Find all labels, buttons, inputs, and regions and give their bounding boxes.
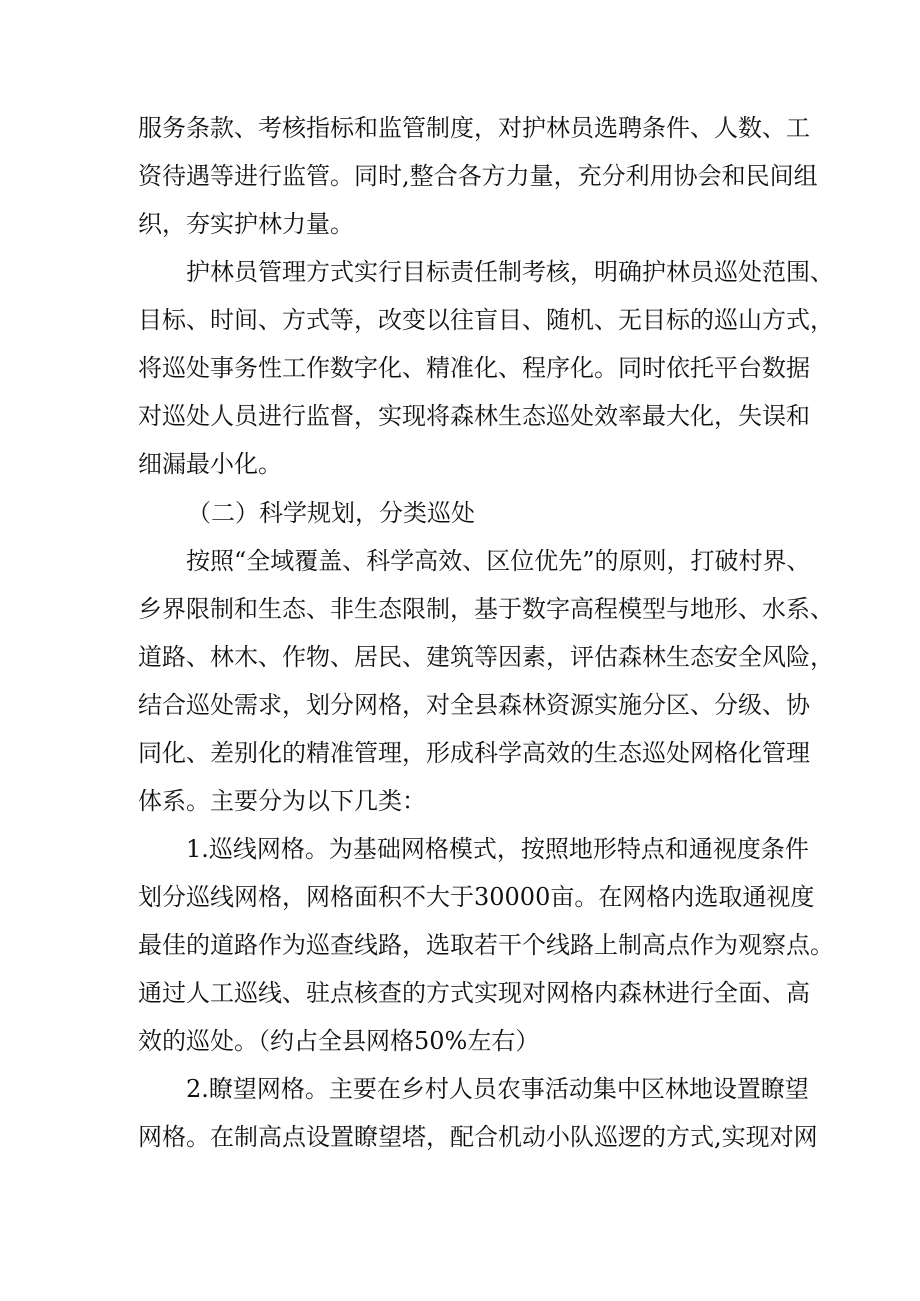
text-line: 道路、林木、作物、居民、建筑等因素，评估森林生态安全风险，: [138, 643, 834, 671]
list-item-first-line: 1.巡线网格。为基础网格模式，按照地形特点和通视度条件: [186, 835, 809, 863]
text-line: 对巡处人员进行监督，实现将森林生态巡处效率最大化，失误和: [138, 402, 810, 430]
text-line: 划分巡线网格，网格面积不大于30000亩。在网格内选取通视度: [138, 883, 815, 911]
text-line: 目标、时间、方式等，改变以往盲目、随机、无目标的巡山方式，: [138, 306, 834, 334]
text-line: 织，夯实护林力量。: [138, 210, 354, 238]
text-line: 细漏最小化。: [138, 450, 282, 478]
list-item-first-line: 2.瞭望网格。主要在乡村人员农事活动集中区林地设置瞭望: [186, 1075, 809, 1103]
text-line: 乡界限制和生态、非生态限制，基于数字高程模型与地形、水系、: [138, 595, 834, 623]
text-line: 通过人工巡线、驻点核查的方式实现对网格内森林进行全面、高: [138, 979, 810, 1007]
text-line: 同化、差别化的精准管理，形成科学高效的生态巡处网格化管理: [138, 739, 810, 767]
text-line: 最佳的道路作为巡查线路，选取若干个线路上制高点作为观察点。: [138, 931, 834, 959]
text-line: 资待遇等进行监管。同时,整合各方力量，充分利用协会和民间组: [138, 162, 818, 190]
paragraph-first-line: 护林员管理方式实行目标责任制考核，明确护林员巡处范围、: [186, 258, 834, 286]
text-line: 服务条款、考核指标和监管制度，对护林员选聘条件、人数、工: [138, 114, 810, 142]
paragraph-first-line: 按照“全域覆盖、科学高效、区位优先”的原则，打破村界、: [186, 547, 811, 575]
text-line: 体系。主要分为以下几类：: [138, 787, 426, 815]
text-line: 网格。在制高点设置瞭望塔，配合机动小队巡逻的方式,实现对网: [138, 1123, 818, 1151]
text-line: 将巡处事务性工作数字化、精准化、程序化。同时依托平台数据: [138, 354, 810, 382]
section-heading: （二）科学规划，分类巡处: [187, 499, 475, 527]
text-line: 结合巡处需求，划分网格，对全县森林资源实施分区、分级、协: [138, 691, 810, 719]
text-line: 效的巡处。（约占全县网格50%左右）: [138, 1027, 540, 1055]
